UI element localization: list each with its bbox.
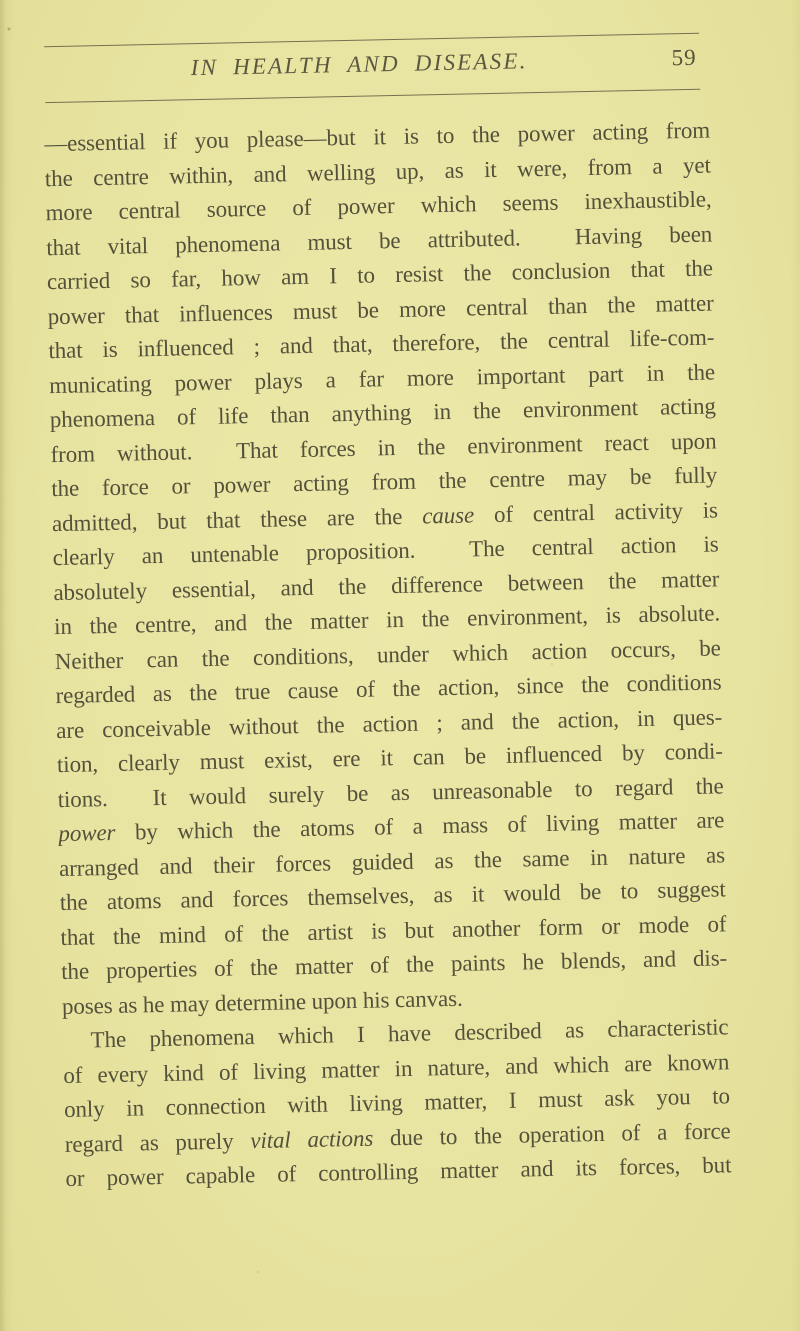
header-rule-bottom	[45, 89, 700, 103]
text-segment: the force or power acting from the centre may be fully	[51, 462, 718, 502]
italic-text-segment: power	[58, 819, 116, 847]
header-rule-top	[44, 33, 699, 47]
running-header-title: IN HEALTH AND DISEASE.	[190, 48, 528, 81]
text-segment: or power capable of controlling matter and its forces, but	[65, 1152, 732, 1191]
text-segment: only in connection with living matter, I must ask you to	[63, 1083, 731, 1123]
running-header	[44, 45, 700, 90]
text-segment: from without. That forces in the environment react upon	[50, 427, 717, 467]
text-segment: —essential if you please—but it is to the power acting from	[43, 117, 711, 157]
text-segment: admitted, but that these are the	[51, 503, 423, 536]
text-segment: tions. It would surely be as unreasonable to regard the	[57, 772, 724, 812]
text-segment: arranged and their forces guided as the same in nature as	[58, 841, 726, 881]
text-segment: that is influenced ; and that, therefore, the central life-com-	[48, 324, 715, 364]
text-segment: tion, clearly must exist, ere it can be influenced by condi-	[56, 738, 724, 778]
text-segment: of central activity is	[473, 496, 719, 527]
text-segment: in the centre, and the matter in the environment, is absolute.	[53, 600, 721, 640]
text-segment: regard as purely	[64, 1127, 251, 1157]
text-segment: absolutely essential, and the difference between the matter	[53, 565, 720, 605]
italic-text-segment: vital actions	[250, 1125, 374, 1153]
text-segment: the properties of the matter of the paints he blends, and dis-	[60, 945, 728, 985]
page-number: 59	[671, 44, 697, 71]
text-segment: due to the operation of a force	[372, 1117, 731, 1151]
text-segment: carried so far, how am I to resist the conclusion that the	[46, 255, 714, 295]
text-segment: The phenomena which I have described as characteristic	[90, 1014, 729, 1053]
text-segment: clearly an untenable proposition. The central action is	[52, 531, 719, 571]
text-segment: of every kind of living matter in nature, and which are known	[63, 1048, 730, 1088]
text-segment: that the mind of the artist is but another form or mode of	[60, 910, 727, 950]
text-segment: Neither can the conditions, under which action occurs, be	[54, 634, 721, 674]
text-segment: regarded as the true cause of the action, since the conditions	[55, 669, 722, 709]
text-segment: the atoms and forces themselves, as it would be to suggest	[59, 876, 726, 916]
text-segment: phenomena of life than anything in the environment acting	[49, 393, 716, 433]
text-segment: power that influences must be more central than the matter	[47, 289, 714, 329]
text-segment: are conceivable without the action ; and the action, in ques-	[55, 703, 723, 743]
text-segment: poses as he may determine upon his canvas.	[61, 985, 463, 1019]
italic-text-segment: cause	[421, 501, 475, 529]
text-segment: more central source of power which seems inexhaustible,	[45, 186, 712, 226]
text-segment: that vital phenomena must be attributed. Having been	[46, 220, 713, 260]
text-segment: by which the atoms of a mass of living matter are	[115, 807, 725, 845]
text-segment: municating power plays a far more important part in the	[48, 358, 716, 398]
page-body	[44, 114, 732, 1197]
text-segment: the centre within, and welling up, as it were, from a yet	[44, 151, 712, 191]
